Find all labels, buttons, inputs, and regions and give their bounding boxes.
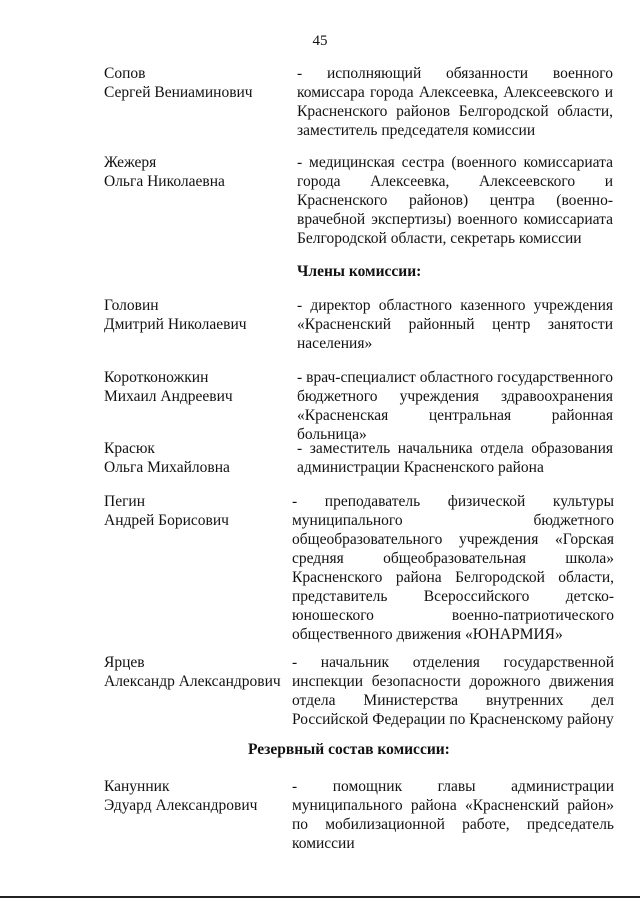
- surname: Пегин: [104, 493, 146, 510]
- given-name: Дмитрий Николаевич: [104, 316, 247, 333]
- given-name: Эдуард Александрович: [104, 797, 258, 814]
- surname: Красюк: [104, 440, 155, 457]
- given-name: Александр Александрович: [104, 673, 281, 690]
- surname: Сопов: [104, 65, 146, 82]
- surname: Коротконожкин: [104, 369, 209, 386]
- role-description: - преподаватель физической культуры муниципального бюджетного общеобразовательного учреждения «Горская средняя общеобразовательная школа» Красненского района Белгородской области, представитель Всероссийского детско-юношеского военно-патриотического общественного движения «ЮНАРМИЯ»: [292, 493, 614, 643]
- page-edge-line: [0, 896, 640, 898]
- role-description: - медицинская сестра (военного комиссариата города Алексеевка, Алексеевского и Красненского районов) центра (военно-врачебной экспертизы) военного комиссариата Белгородской области, секретарь комиссии: [297, 154, 613, 247]
- given-name: Ольга Николаевна: [104, 173, 225, 190]
- person-name: [104, 492, 284, 530]
- role-description: - начальник отделения государственной инспекции безопасности дорожного движения отдела Министерства внутренних дел Российской Федерации по Красненскому району: [292, 654, 614, 728]
- person-name: [104, 653, 284, 691]
- reserve-heading: Резервный состав комиссии:: [248, 741, 450, 758]
- surname: Ярцев: [104, 654, 145, 671]
- role-description: - исполняющий обязанности военного комиссара города Алексеевка, Алексеевского и Красненского районов Белгородской области, заместитель председателя комиссии: [297, 65, 613, 139]
- surname: Канунник: [104, 778, 170, 795]
- surname: Жежеря: [104, 154, 157, 171]
- person-name: [104, 153, 284, 191]
- given-name: Сергей Вениаминович: [104, 84, 253, 101]
- role-description: - директор областного казенного учреждения «Красненский районный центр занятости населения»: [297, 297, 613, 352]
- given-name: Михаил Андреевич: [104, 388, 233, 405]
- surname: Головин: [104, 297, 159, 314]
- page-number: 45: [312, 33, 328, 49]
- members-heading: Члены комиссии:: [297, 263, 422, 280]
- role-description: - заместитель начальника отдела образования администрации Красненского района: [297, 440, 613, 476]
- role-description: - помощник главы администрации муниципального района «Красненский район» по мобилизационной работе, председатель комиссии: [292, 778, 614, 852]
- person-name: [104, 777, 284, 815]
- person-name: [104, 439, 284, 477]
- person-name: [104, 368, 284, 406]
- given-name: Ольга Михайловна: [104, 459, 230, 476]
- role-description: - врач-специалист областного государственного бюджетного учреждения здравоохранения «Красненская центральная районная больница»: [297, 369, 613, 443]
- given-name: Андрей Борисович: [104, 512, 229, 529]
- person-name: [104, 64, 284, 102]
- person-name: [104, 296, 284, 334]
